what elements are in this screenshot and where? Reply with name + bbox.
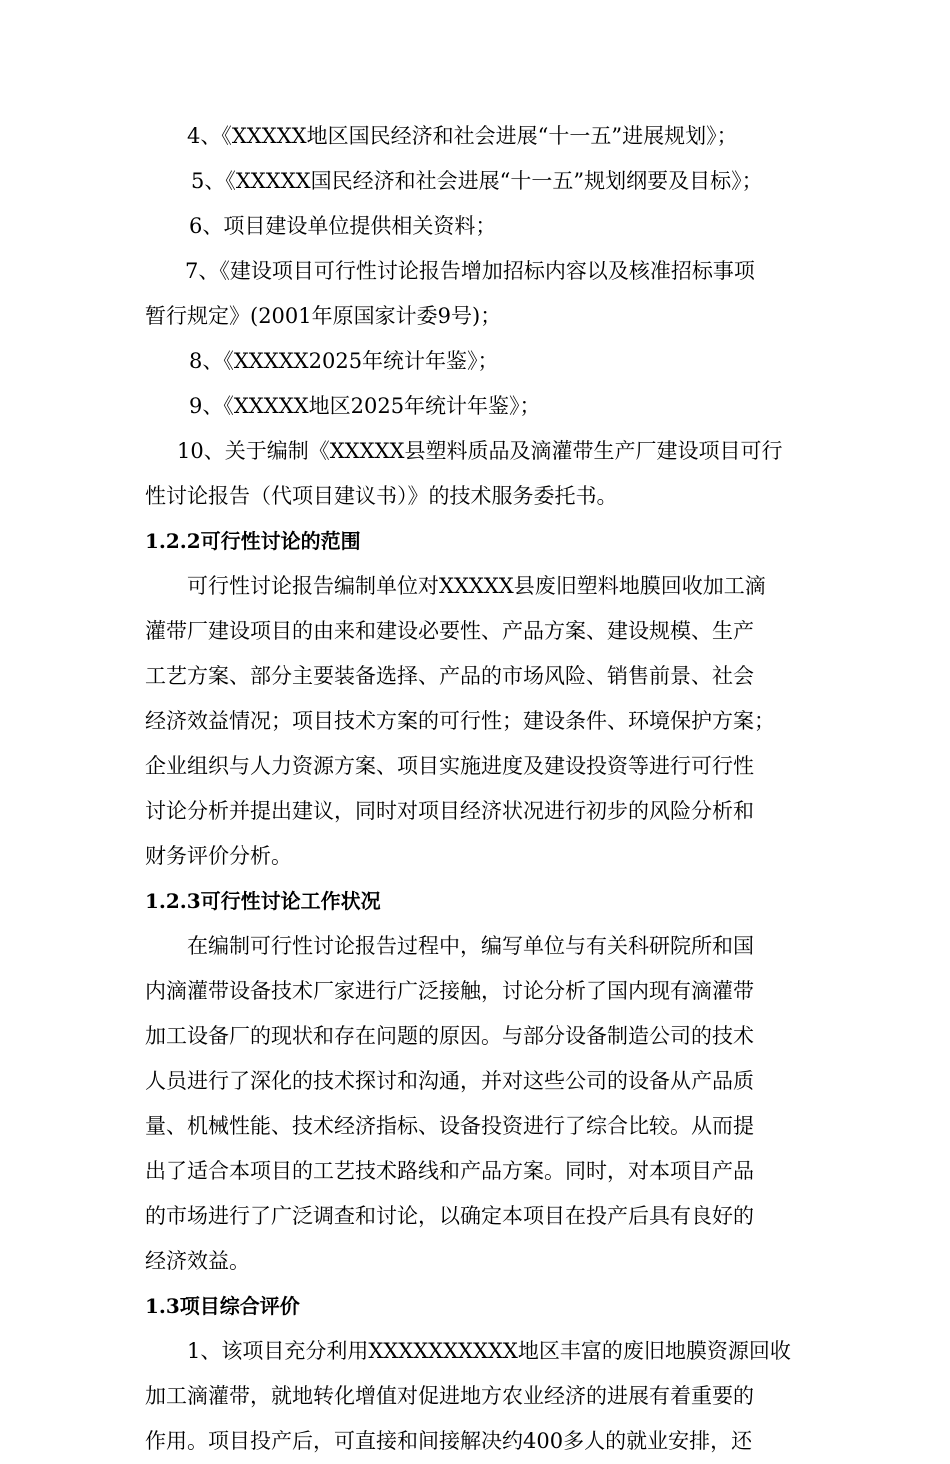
- text-line: 作用。项目投产后，可直接和间接解决约400多人的就业安排，还: [145, 1429, 753, 1453]
- text-line: 出了适合本项目的工艺技术路线和产品方案。同时，对本项目产品: [145, 1159, 754, 1183]
- text-line: 讨论分析并提出建议，同时对项目经济状况进行初步的风险分析和: [145, 799, 754, 823]
- text-line: 经济效益。: [145, 1249, 250, 1273]
- text-line: 加工滴灌带，就地转化增值对促进地方农业经济的进展有着重要的: [145, 1384, 754, 1408]
- text-line: 7、《建设项目可行性讨论报告增加招标内容以及核准招标事项: [185, 259, 755, 283]
- text-line: 1、该项目充分利用XXXXXXXXXX地区丰富的废旧地膜资源回收: [187, 1339, 791, 1363]
- text-line: 5、《XXXXX国民经济和社会进展“十一五”规划纲要及目标》；: [191, 169, 763, 193]
- text-line: 经济效益情况；项目技术方案的可行性；建设条件、环境保护方案；: [145, 709, 775, 733]
- section-heading: 1.3项目综合评价: [145, 1294, 300, 1318]
- text-line: 的市场进行了广泛调查和讨论，以确定本项目在投产后具有良好的: [145, 1204, 754, 1228]
- text-line: 8、《XXXXX2025年统计年鉴》；: [189, 349, 499, 373]
- text-line: 可行性讨论报告编制单位对XXXXX县废旧塑料地膜回收加工滴: [187, 574, 766, 598]
- text-line: 性讨论报告（代项目建议书）》的技术服务委托书。: [145, 484, 618, 508]
- text-line: 6、项目建设单位提供相关资料；: [189, 214, 497, 238]
- text-line: 企业组织与人力资源方案、项目实施进度及建设投资等进行可行性: [145, 754, 754, 778]
- section-heading: 1.2.3可行性讨论工作状况: [145, 889, 381, 913]
- section-heading: 1.2.2可行性讨论的范围: [145, 529, 361, 553]
- text-line: 内滴灌带设备技术厂家进行广泛接触，讨论分析了国内现有滴灌带: [145, 979, 754, 1003]
- document-body: [145, 114, 817, 1464]
- text-line: 10、关于编制《XXXXX县塑料质品及滴灌带生产厂建设项目可行: [177, 439, 783, 463]
- text-line: 灌带厂建设项目的由来和建设必要性、产品方案、建设规模、生产: [145, 619, 754, 643]
- text-line: 量、机械性能、技术经济指标、设备投资进行了综合比较。从而提: [145, 1114, 754, 1138]
- text-line: 财务评价分析。: [145, 844, 292, 868]
- text-line: 暂行规定》(2001年原国家计委9号)；: [145, 304, 502, 328]
- text-line: 工艺方案、部分主要装备选择、产品的市场风险、销售前景、社会: [145, 664, 754, 688]
- text-line: 在编制可行性讨论报告过程中，编写单位与有关科研院所和国: [187, 934, 754, 958]
- text-line: 4、《XXXXX地区国民经济和社会进展“十一五”进展规划》；: [187, 124, 738, 148]
- text-line: 9、《XXXXX地区2025年统计年鉴》；: [189, 394, 541, 418]
- text-line: 人员进行了深化的技术探讨和沟通，并对这些公司的设备从产品质: [145, 1069, 754, 1093]
- text-line: 加工设备厂的现状和存在问题的原因。与部分设备制造公司的技术: [145, 1024, 754, 1048]
